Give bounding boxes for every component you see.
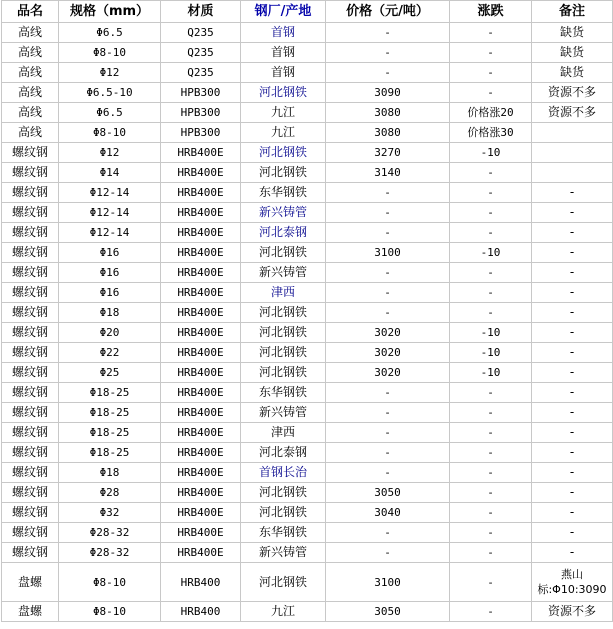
mill-cell: 河北钢铁 bbox=[241, 323, 326, 343]
grade-cell: HRB400E bbox=[161, 163, 241, 183]
spec-cell: Φ6.5-10 bbox=[59, 83, 161, 103]
grade-cell: HRB400E bbox=[161, 303, 241, 323]
grade-cell: HRB400E bbox=[161, 343, 241, 363]
table-row bbox=[2, 503, 613, 523]
product-name-cell: 高线 bbox=[2, 103, 59, 123]
spec-cell: Φ12 bbox=[59, 143, 161, 163]
grade-cell: HRB400E bbox=[161, 243, 241, 263]
product-name-cell: 螺纹钢 bbox=[2, 463, 59, 483]
product-name-cell: 高线 bbox=[2, 43, 59, 63]
mill-cell: 新兴铸管 bbox=[241, 403, 326, 423]
product-name-cell: 螺纹钢 bbox=[2, 503, 59, 523]
table-row bbox=[2, 143, 613, 163]
change-cell: - bbox=[450, 463, 532, 483]
change-cell: - bbox=[450, 83, 532, 103]
change-cell: 价格涨30 bbox=[450, 123, 532, 143]
price-cell: - bbox=[326, 23, 450, 43]
change-cell: - bbox=[450, 523, 532, 543]
change-cell: -10 bbox=[450, 323, 532, 343]
header-grade: 材质 bbox=[161, 1, 241, 23]
price-cell: 3080 bbox=[326, 103, 450, 123]
change-cell: - bbox=[450, 602, 532, 622]
price-cell: 3050 bbox=[326, 602, 450, 622]
note-cell: - bbox=[532, 543, 613, 563]
product-name-cell: 螺纹钢 bbox=[2, 303, 59, 323]
note-cell: 资源不多 bbox=[532, 602, 613, 622]
table-row bbox=[2, 523, 613, 543]
mill-cell: 首钢 bbox=[241, 63, 326, 83]
spec-cell: Φ12-14 bbox=[59, 223, 161, 243]
change-cell: - bbox=[450, 563, 532, 602]
spec-cell: Φ28-32 bbox=[59, 543, 161, 563]
note-cell: - bbox=[532, 383, 613, 403]
change-cell: - bbox=[450, 63, 532, 83]
price-cell: 3040 bbox=[326, 503, 450, 523]
note-cell: 缺货 bbox=[532, 23, 613, 43]
spec-cell: Φ18-25 bbox=[59, 443, 161, 463]
spec-cell: Φ16 bbox=[59, 243, 161, 263]
spec-cell: Φ20 bbox=[59, 323, 161, 343]
grade-cell: HRB400E bbox=[161, 183, 241, 203]
mill-cell: 津西 bbox=[241, 423, 326, 443]
spec-cell: Φ18-25 bbox=[59, 423, 161, 443]
product-name-cell: 螺纹钢 bbox=[2, 443, 59, 463]
product-name-cell: 螺纹钢 bbox=[2, 223, 59, 243]
note-cell: - bbox=[532, 183, 613, 203]
spec-cell: Φ6.5 bbox=[59, 103, 161, 123]
price-cell: - bbox=[326, 403, 450, 423]
change-cell: -10 bbox=[450, 143, 532, 163]
price-cell: - bbox=[326, 223, 450, 243]
note-cell: 资源不多 bbox=[532, 103, 613, 123]
table-row bbox=[2, 403, 613, 423]
mill-cell: 河北钢铁 bbox=[241, 503, 326, 523]
spec-cell: Φ16 bbox=[59, 263, 161, 283]
note-cell: - bbox=[532, 283, 613, 303]
table-row bbox=[2, 23, 613, 43]
change-cell: -10 bbox=[450, 343, 532, 363]
change-cell: - bbox=[450, 383, 532, 403]
price-cell: - bbox=[326, 543, 450, 563]
table-row bbox=[2, 343, 613, 363]
product-name-cell: 螺纹钢 bbox=[2, 143, 59, 163]
table-row bbox=[2, 123, 613, 143]
change-cell: - bbox=[450, 543, 532, 563]
header-spec: 规格（mm） bbox=[59, 1, 161, 23]
note-cell: - bbox=[532, 523, 613, 543]
price-cell: - bbox=[326, 383, 450, 403]
spec-cell: Φ18-25 bbox=[59, 383, 161, 403]
price-cell: 3020 bbox=[326, 323, 450, 343]
spec-cell: Φ32 bbox=[59, 503, 161, 523]
spec-cell: Φ18 bbox=[59, 463, 161, 483]
table-row bbox=[2, 163, 613, 183]
price-cell: - bbox=[326, 283, 450, 303]
grade-cell: HRB400 bbox=[161, 563, 241, 602]
product-name-cell: 螺纹钢 bbox=[2, 263, 59, 283]
grade-cell: HRB400E bbox=[161, 423, 241, 443]
header-mill: 钢厂/产地 bbox=[241, 1, 326, 23]
price-cell: 3020 bbox=[326, 363, 450, 383]
note-cell: 缺货 bbox=[532, 43, 613, 63]
grade-cell: HRB400E bbox=[161, 523, 241, 543]
grade-cell: HRB400E bbox=[161, 323, 241, 343]
price-cell: 3080 bbox=[326, 123, 450, 143]
note-cell: - bbox=[532, 443, 613, 463]
product-name-cell: 高线 bbox=[2, 83, 59, 103]
price-cell: 3100 bbox=[326, 563, 450, 602]
price-cell: - bbox=[326, 203, 450, 223]
product-name-cell: 螺纹钢 bbox=[2, 163, 59, 183]
change-cell: -10 bbox=[450, 363, 532, 383]
price-cell: - bbox=[326, 303, 450, 323]
grade-cell: HRB400E bbox=[161, 503, 241, 523]
note-cell bbox=[532, 163, 613, 183]
product-name-cell: 螺纹钢 bbox=[2, 383, 59, 403]
mill-cell: 新兴铸管 bbox=[241, 263, 326, 283]
table-row bbox=[2, 263, 613, 283]
change-cell: - bbox=[450, 503, 532, 523]
change-cell: - bbox=[450, 203, 532, 223]
product-name-cell: 螺纹钢 bbox=[2, 283, 59, 303]
spec-cell: Φ14 bbox=[59, 163, 161, 183]
change-cell: - bbox=[450, 163, 532, 183]
change-cell: 价格涨20 bbox=[450, 103, 532, 123]
header-note: 备注 bbox=[532, 1, 613, 23]
table-row bbox=[2, 602, 613, 622]
spec-cell: Φ12-14 bbox=[59, 183, 161, 203]
product-name-cell: 螺纹钢 bbox=[2, 523, 59, 543]
note-cell: - bbox=[532, 363, 613, 383]
grade-cell: Q235 bbox=[161, 23, 241, 43]
table-row bbox=[2, 483, 613, 503]
table-row bbox=[2, 423, 613, 443]
mill-link[interactable]: 津西 bbox=[241, 283, 326, 303]
mill-cell: 东华钢铁 bbox=[241, 183, 326, 203]
price-cell: 3020 bbox=[326, 343, 450, 363]
spec-cell: Φ8-10 bbox=[59, 43, 161, 63]
mill-cell: 河北钢铁 bbox=[241, 483, 326, 503]
price-cell: - bbox=[326, 43, 450, 63]
header-row bbox=[2, 1, 613, 23]
product-name-cell: 螺纹钢 bbox=[2, 363, 59, 383]
table-row bbox=[2, 63, 613, 83]
table-row bbox=[2, 103, 613, 123]
table-row bbox=[2, 463, 613, 483]
steel-price-table bbox=[1, 0, 613, 622]
product-name-cell: 高线 bbox=[2, 63, 59, 83]
grade-cell: HRB400E bbox=[161, 403, 241, 423]
note-cell: - bbox=[532, 483, 613, 503]
spec-cell: Φ8-10 bbox=[59, 563, 161, 602]
product-name-cell: 螺纹钢 bbox=[2, 343, 59, 363]
product-name-cell: 高线 bbox=[2, 23, 59, 43]
mill-link[interactable]: 首钢 bbox=[241, 23, 326, 43]
change-cell: - bbox=[450, 43, 532, 63]
mill-cell: 河北钢铁 bbox=[241, 343, 326, 363]
change-cell: - bbox=[450, 183, 532, 203]
table-body bbox=[2, 23, 613, 622]
change-cell: - bbox=[450, 23, 532, 43]
product-name-cell: 螺纹钢 bbox=[2, 203, 59, 223]
table-row bbox=[2, 363, 613, 383]
spec-cell: Φ8-10 bbox=[59, 123, 161, 143]
mill-cell: 河北钢铁 bbox=[241, 163, 326, 183]
change-cell: - bbox=[450, 443, 532, 463]
grade-cell: HRB400E bbox=[161, 263, 241, 283]
price-cell: 3090 bbox=[326, 83, 450, 103]
mill-link[interactable]: 河北钢铁 bbox=[241, 143, 326, 163]
spec-cell: Φ8-10 bbox=[59, 602, 161, 622]
note-cell: - bbox=[532, 503, 613, 523]
spec-cell: Φ28-32 bbox=[59, 523, 161, 543]
mill-cell: 河北钢铁 bbox=[241, 243, 326, 263]
table-row bbox=[2, 563, 613, 602]
note-cell: 资源不多 bbox=[532, 83, 613, 103]
grade-cell: HRB400E bbox=[161, 443, 241, 463]
note-cell: - bbox=[532, 403, 613, 423]
mill-link[interactable]: 新兴铸管 bbox=[241, 203, 326, 223]
change-cell: - bbox=[450, 423, 532, 443]
product-name-cell: 盘螺 bbox=[2, 602, 59, 622]
grade-cell: Q235 bbox=[161, 43, 241, 63]
spec-cell: Φ12-14 bbox=[59, 203, 161, 223]
grade-cell: HRB400E bbox=[161, 363, 241, 383]
spec-cell: Φ22 bbox=[59, 343, 161, 363]
table-row bbox=[2, 283, 613, 303]
table-row bbox=[2, 383, 613, 403]
note-cell: - bbox=[532, 423, 613, 443]
grade-cell: HRB400E bbox=[161, 283, 241, 303]
header-product-name: 品名 bbox=[2, 1, 59, 23]
change-cell: - bbox=[450, 283, 532, 303]
price-cell: - bbox=[326, 443, 450, 463]
table-row bbox=[2, 243, 613, 263]
table-row bbox=[2, 303, 613, 323]
grade-cell: HRB400E bbox=[161, 143, 241, 163]
note-cell bbox=[532, 563, 613, 602]
product-name-cell: 盘螺 bbox=[2, 563, 59, 602]
change-cell: - bbox=[450, 403, 532, 423]
mill-cell: 东华钢铁 bbox=[241, 383, 326, 403]
note-cell: - bbox=[532, 323, 613, 343]
grade-cell: HRB400E bbox=[161, 483, 241, 503]
grade-cell: HRB400E bbox=[161, 463, 241, 483]
product-name-cell: 螺纹钢 bbox=[2, 403, 59, 423]
spec-cell: Φ12 bbox=[59, 63, 161, 83]
table-row bbox=[2, 323, 613, 343]
note-cell: - bbox=[532, 243, 613, 263]
note-cell: - bbox=[532, 203, 613, 223]
price-cell: 3100 bbox=[326, 243, 450, 263]
product-name-cell: 螺纹钢 bbox=[2, 323, 59, 343]
table-row bbox=[2, 543, 613, 563]
grade-cell: HRB400E bbox=[161, 383, 241, 403]
note-cell bbox=[532, 123, 613, 143]
price-cell: 3270 bbox=[326, 143, 450, 163]
grade-cell: HRB400E bbox=[161, 203, 241, 223]
price-cell: - bbox=[326, 263, 450, 283]
note-cell: - bbox=[532, 223, 613, 243]
mill-cell: 九江 bbox=[241, 103, 326, 123]
change-cell: - bbox=[450, 223, 532, 243]
grade-cell: Q235 bbox=[161, 63, 241, 83]
mill-link[interactable]: 河北泰钢 bbox=[241, 223, 326, 243]
note-cell bbox=[532, 143, 613, 163]
mill-cell: 九江 bbox=[241, 123, 326, 143]
price-cell: - bbox=[326, 523, 450, 543]
mill-cell: 东华钢铁 bbox=[241, 523, 326, 543]
mill-cell: 首钢 bbox=[241, 43, 326, 63]
mill-cell: 河北钢铁 bbox=[241, 303, 326, 323]
mill-cell: 新兴铸管 bbox=[241, 543, 326, 563]
spec-cell: Φ6.5 bbox=[59, 23, 161, 43]
product-name-cell: 高线 bbox=[2, 123, 59, 143]
price-cell: 3050 bbox=[326, 483, 450, 503]
table-row bbox=[2, 443, 613, 463]
spec-cell: Φ16 bbox=[59, 283, 161, 303]
grade-cell: HRB400 bbox=[161, 602, 241, 622]
spec-cell: Φ28 bbox=[59, 483, 161, 503]
price-cell: - bbox=[326, 183, 450, 203]
note-line: 燕山 bbox=[561, 568, 583, 581]
table-row bbox=[2, 223, 613, 243]
table-row bbox=[2, 203, 613, 223]
grade-cell: HPB300 bbox=[161, 103, 241, 123]
mill-cell: 河北泰钢 bbox=[241, 443, 326, 463]
price-cell: - bbox=[326, 423, 450, 443]
note-cell: - bbox=[532, 303, 613, 323]
note-cell: - bbox=[532, 343, 613, 363]
spec-cell: Φ18 bbox=[59, 303, 161, 323]
change-cell: - bbox=[450, 483, 532, 503]
grade-cell: HPB300 bbox=[161, 83, 241, 103]
table-row bbox=[2, 43, 613, 63]
note-line: 标:Φ10:3090 bbox=[537, 583, 607, 596]
price-cell: 3140 bbox=[326, 163, 450, 183]
spec-cell: Φ25 bbox=[59, 363, 161, 383]
product-name-cell: 螺纹钢 bbox=[2, 243, 59, 263]
product-name-cell: 螺纹钢 bbox=[2, 483, 59, 503]
mill-link[interactable]: 首钢长治 bbox=[241, 463, 326, 483]
mill-cell: 河北钢铁 bbox=[241, 563, 326, 602]
price-cell: - bbox=[326, 463, 450, 483]
price-cell: - bbox=[326, 63, 450, 83]
product-name-cell: 螺纹钢 bbox=[2, 423, 59, 443]
product-name-cell: 螺纹钢 bbox=[2, 183, 59, 203]
product-name-cell: 螺纹钢 bbox=[2, 543, 59, 563]
change-cell: -10 bbox=[450, 243, 532, 263]
grade-cell: HRB400E bbox=[161, 223, 241, 243]
header-price: 价格（元/吨） bbox=[326, 1, 450, 23]
note-cell: - bbox=[532, 463, 613, 483]
mill-cell: 九江 bbox=[241, 602, 326, 622]
change-cell: - bbox=[450, 263, 532, 283]
header-change: 涨跌 bbox=[450, 1, 532, 23]
grade-cell: HRB400E bbox=[161, 543, 241, 563]
grade-cell: HPB300 bbox=[161, 123, 241, 143]
mill-cell: 河北钢铁 bbox=[241, 363, 326, 383]
table-row bbox=[2, 183, 613, 203]
change-cell: - bbox=[450, 303, 532, 323]
table-row bbox=[2, 83, 613, 103]
note-cell: 缺货 bbox=[532, 63, 613, 83]
mill-link[interactable]: 河北钢铁 bbox=[241, 83, 326, 103]
spec-cell: Φ18-25 bbox=[59, 403, 161, 423]
note-cell: - bbox=[532, 263, 613, 283]
